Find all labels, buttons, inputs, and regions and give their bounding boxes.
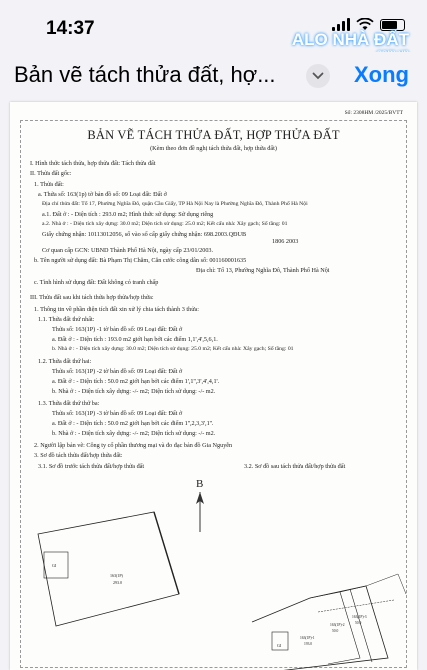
status-time: 14:37: [46, 18, 95, 39]
doc-line: b. Nhà ở : - Diện tích xây dựng: 30.0 m2; Diện tích sử dụng: 25.0 m2; Kết cấu nhà: Xây gạch; Số tầng: 01: [52, 346, 294, 352]
doc-line: III. Thửa đất sau khi tách thửa hợp thửa/hợp thửa:: [30, 294, 154, 301]
doc-line: 2. Người lập bản vẽ: Công ty cổ phần thương mại và đo đạc bản đồ Gia Nguyễn: [34, 442, 233, 449]
doc-line: Thửa số: 163(1P) -3 tờ bản đồ số: 09 Loại đất: Đất ở: [52, 410, 183, 417]
watermark-text: ALO NHÀ ĐẤT: [291, 30, 409, 49]
document-page[interactable]: [10, 102, 417, 670]
diagram-before-parcel-area: 293.0: [113, 580, 122, 585]
diagram-before-house-label: GI: [52, 563, 57, 568]
doc-line: 1. Thửa đất:: [34, 181, 64, 188]
diagram-after-parcel-3-area: 50.0: [355, 621, 362, 625]
document-heading: BẢN VẼ TÁCH THỬA ĐẤT, HỢP THỬA ĐẤT: [87, 128, 340, 142]
diagram-after-parcel-1-area: 193.0: [304, 642, 313, 646]
doc-line: b. Nhà ở : - Diện tích xây dựng: -/- m2; Diện tích sử dụng: -/- m2.: [52, 430, 216, 437]
doc-line: Địa chỉ: Tổ 13, Phường Nghĩa Đô, Thành Phố Hà Nội: [196, 267, 330, 274]
doc-line: Thửa số: 163(1P) -2 tờ bản đồ số: 09 Loại đất: Đất ở: [52, 368, 183, 375]
chevron-down-icon: [312, 72, 324, 80]
title-menu-button[interactable]: [306, 64, 330, 88]
diagram-after-house-label: GI: [277, 643, 282, 648]
diagram-after-split: [248, 482, 408, 670]
doc-line: 1.2. Thửa đất thứ hai:: [38, 358, 92, 365]
doc-line: 1.3. Thửa đất thứ thứ ba:: [38, 400, 100, 407]
north-label: B: [196, 478, 204, 490]
document-nav-bar: [0, 52, 427, 100]
doc-line: a. Đất ở : - Diện tích : 50.0 m2 giới hạn bởi các điểm 1'',2,3,3',1''.: [52, 420, 214, 427]
doc-line: Địa chỉ thửa đất: Tổ 17, Phường Nghĩa Đô, quận Cầu Giấy, TP Hà Nội Nay là Phường Nghĩa Đô, Thành Phố Hà Nội: [42, 201, 308, 207]
doc-line: I. Hình thức tách thửa, hợp thửa đất: Tách thửa đất: [30, 160, 156, 167]
doc-line: Cơ quan cấp GCN: UBND Thành Phố Hà Nội, ngày cấp 23/01/2003.: [42, 247, 214, 254]
diagram-before-split: [34, 504, 194, 632]
diagram-after-parcel-3-label: 163(1P)-3: [352, 615, 367, 619]
doc-line: b. Nhà ở : - Diện tích xây dựng: -/- m2; Diện tích sử dụng: -/- m2.: [52, 388, 216, 395]
doc-line: Thửa số: 163(1P) -1 tờ bản đồ số: 09 Loại đất: Đất ở: [52, 326, 183, 333]
document-title: Bản vẽ tách thửa đất, hợ...: [14, 62, 276, 87]
doc-line: 1.1. Thửa đất thứ nhất:: [38, 316, 95, 323]
doc-line: a.2. Nhà ở : - Diện tích xây dựng: 30.0 m2; Diện tích sử dụng: 25.0 m2; Kết cấu nhà: Xây gạch; Số tầng: 01: [42, 221, 288, 227]
doc-line: a.1. Đất ở : - Diện tích : 293.0 m2; Hình thức sử dụng: Sử dụng riêng: [42, 211, 214, 218]
diagram-after-parcel-1-label: 163(1P)-1: [300, 636, 315, 640]
doc-line: II. Thửa đất gốc:: [30, 170, 72, 177]
doc-line: 3. Sơ đồ tách thửa đất/hợp thửa đất:: [34, 452, 123, 459]
diagram-after-parcel-2-label: 163(1P)-2: [330, 623, 345, 627]
done-button[interactable]: Xong: [354, 62, 409, 87]
doc-line: 3.1. Sơ đồ trước tách thửa đất/hợp thửa đất: [38, 463, 145, 470]
doc-line: Giấy chứng nhận: 10113012056, số vào sổ cấp giấy chứng nhận: 698.2003.QĐUB: [42, 231, 247, 238]
doc-line: a. Đất ở : - Diện tích : 50.0 m2 giới hạn bởi các điểm 1',1'',3',4',4,1'.: [52, 378, 220, 385]
diagram-after-parcel-2-area: 50.0: [332, 629, 339, 633]
document-number: Số: 2308HM /2025/BVTT: [344, 110, 403, 116]
battery-icon: [380, 19, 405, 31]
doc-line: a. Thửa số: 163(1p) tờ bản đồ số: 09 Loại đất: Đất ở: [38, 191, 167, 198]
doc-line: a. Đất ở : - Diện tích : 193.0 m2 giới hạn bởi các điểm 1,1',4',5,6,1.: [52, 336, 218, 343]
doc-line: b. Tên người sử dụng đất: Bà Phạm Thị Chăm, Căn cước công dân số: 001160001635: [34, 257, 247, 264]
document-subheading: (Kèm theo đơn đề nghị tách thửa đất, hợp thửa đất): [150, 145, 277, 152]
diagram-before-parcel-label: 163(1P): [110, 573, 123, 578]
doc-line: 3.2. Sơ đồ sau tách thửa đất/hợp thửa đất: [244, 463, 346, 470]
doc-line: 1806 2003: [272, 238, 299, 245]
doc-line: c. Tình hình sử dụng đất: Đất không có tranh chấp: [34, 279, 159, 286]
doc-line: 1. Thông tin về phần diện tích đất xin xử lý chia tách thành 3 thửa:: [34, 306, 200, 313]
